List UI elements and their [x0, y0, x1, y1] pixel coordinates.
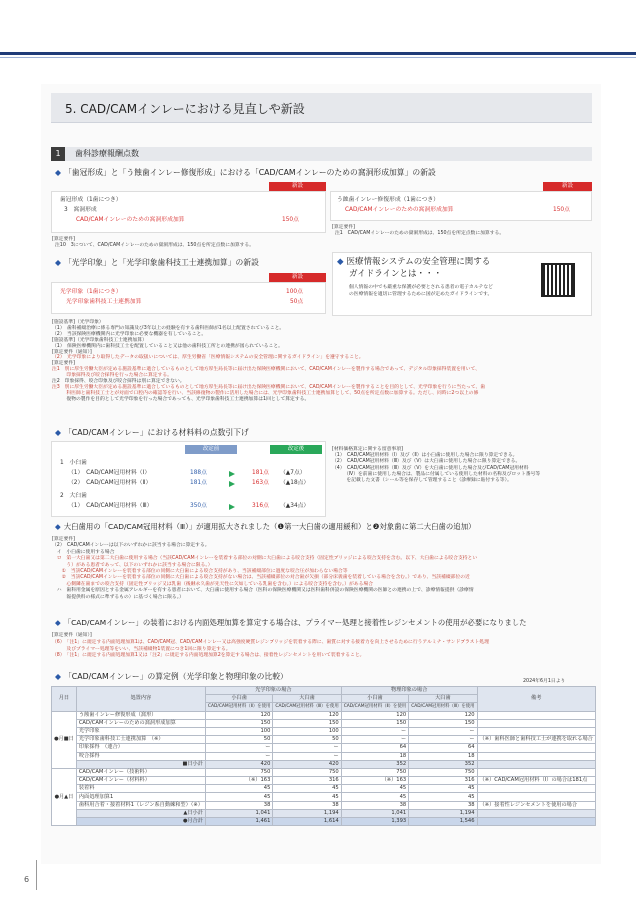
- group-label: 1 小臼歯: [60, 460, 87, 466]
- th-material: CAD/CAM冠用材料（Ⅲ）を使用: [273, 703, 341, 711]
- table-cell: 750: [409, 768, 477, 776]
- box-row: CAD/CAMインレーのための窩洞形成加算: [76, 217, 185, 223]
- note-line: を記載した文書（シール等を保存して管理すること（診療録に貼付する等）。: [332, 478, 512, 483]
- table-cell: 316: [273, 777, 341, 785]
- note-line: [施設基準]（光学印象）: [52, 320, 104, 325]
- note-line: （1） 歯科補綴治療に係る専門の知識及び3年以上の経験を有する歯科医師が1名以上配置されていること。: [52, 325, 285, 331]
- table-cell: 1,614: [273, 818, 341, 826]
- box-row: CAD/CAMインレーのための窩洞形成加算: [345, 207, 454, 213]
- box-row: 3 窩洞形成: [64, 207, 97, 213]
- table-cell: 装着料: [76, 785, 205, 793]
- before-label: 改定前: [185, 445, 237, 454]
- table-cell: 420: [273, 760, 341, 768]
- note-line: [算定要件（通知）]: [52, 349, 92, 355]
- table-row: [52, 744, 596, 752]
- note-line: 注1 別に厚生労働大臣が定める施設基準に適合しているものとして地方厚生局長等に届け出た保険医療機関において、CAD/CAMインレーを製作する場合であって、デジタル印象採得装置を用いて、: [52, 367, 480, 373]
- diamond-icon: ◆: [55, 522, 61, 531]
- arrow-right-icon: [229, 481, 235, 487]
- table-cell: （※）歯科医師と歯科技工士が連携を取れる場合: [477, 736, 595, 744]
- top-header: [0, 0, 636, 56]
- cavity-box-left: [51, 191, 326, 233]
- table-cell: ●月合計: [76, 818, 205, 826]
- blank-cell: [477, 809, 595, 817]
- guideline-title: [337, 257, 490, 268]
- table-cell: 45: [409, 785, 477, 793]
- section-label: 歯科診療報酬点数: [75, 149, 139, 158]
- table-cell: 750: [273, 768, 341, 776]
- table-cell: 1,461: [205, 818, 272, 826]
- note-line: 心側隣在歯までの咬合支持（固定性ブリッジ又は乳歯（後継永久歯が先天性に欠如している乳歯を含む。）による咬合支持を含む。）がある場合: [52, 581, 374, 587]
- table-cell: 1,393: [341, 818, 408, 826]
- diamond-icon: ◆: [55, 618, 61, 627]
- table-cell: 1,194: [273, 809, 341, 817]
- heading-text: 「CAD/CAMインレー」の装着における内面処理加算を算定する場合は、プライマー処理と接着性レジンセメントの使用が必要になりました: [63, 618, 527, 627]
- group-label: 2 大臼歯: [60, 493, 87, 499]
- th-content: 処置内容: [76, 687, 205, 712]
- note-line: 注3 別に厚生労働大臣が定める施設基準に適合しているものとして地方厚生局長等に届け出た保険医療機関において、CAD/CAMインレーを製作することを目的として、光学印象を行うに当たって、歯: [52, 384, 486, 390]
- note-line: （2） 当該保険医療機関内に光学印象に必要な機器を有していること。: [52, 331, 207, 337]
- table-cell: 45: [409, 793, 477, 801]
- cavity-box-right: [330, 191, 592, 221]
- table-cell: [477, 768, 595, 776]
- table-cell: 750: [205, 768, 272, 776]
- table-cell: 150: [205, 719, 272, 727]
- note-line: 注2 印象採得、咬合印象及び咬合採得は別に算定できない。: [52, 379, 185, 384]
- table-cell: [477, 785, 595, 793]
- calc-table: [51, 686, 596, 826]
- table-body: [52, 711, 596, 826]
- table-cell: [477, 719, 595, 727]
- note-line: （2） CAD/CAM冠用材料（Ⅲ）及び（Ⅴ）は大臼歯に使用した場合に限り算定できる。: [332, 459, 521, 465]
- box-row: う蝕歯インレー修復形成（1歯につき）: [337, 197, 439, 203]
- table-cell: ー: [409, 727, 477, 735]
- heading-optical: [55, 258, 259, 269]
- table-row: [52, 793, 596, 801]
- note-line: ① 当該CAD/CAMインレーを装着する部位の同側に大臼歯による咬合支持があり、当該補綴部位に過度な咬合圧が加わらない場合等: [52, 569, 348, 574]
- section-header: [51, 147, 592, 161]
- table-cell: 100: [205, 727, 272, 735]
- table-cell: 150: [409, 719, 477, 727]
- qr-code-icon[interactable]: [541, 263, 575, 297]
- note-line: 及びプライマー処理等をいい、当該補綴物1装置につき1回に限り算定する。: [52, 646, 231, 652]
- table-cell: 内面処理加算1: [76, 793, 205, 801]
- table-cell: 1,041: [341, 809, 408, 817]
- table-row: [52, 736, 596, 744]
- table-cell: 316: [409, 777, 477, 785]
- table-cell: ▲日小計: [76, 809, 205, 817]
- diamond-icon: ◆: [55, 428, 61, 437]
- after-label: 改定後: [270, 445, 322, 454]
- note-line: [施設基準]（光学印象歯科技工士連携加算）: [52, 337, 147, 343]
- table-cell: 120: [341, 711, 408, 719]
- table-cell: 100: [273, 727, 341, 735]
- table-cell: 38: [273, 801, 341, 809]
- note-line: （2） 光学印象により取得したデータの取扱いについては、厚生労働省「医療情報システムの安全管理に関するガイドライン」を遵守すること。: [52, 355, 364, 361]
- note-head: [算定要件]: [332, 225, 355, 230]
- table-cell: 18: [409, 752, 477, 760]
- note-head: [算定要件]: [52, 237, 75, 242]
- note-line: ハ 歯科用金属を原因とする金属アレルギーを有する患者において、大臼歯に使用する場合（医科の保険医療機関又は医科歯科併設の保険医療機関の医師との連携の上で、診療情報提供（診療情: [52, 588, 474, 594]
- note-line: （6） 「注1」に規定する内面処理加算1は、CAD/CAM冠、CAD/CAMインレー又は高強度硬質レジンブリッジを装着する際に、歯質に対する接着力を向上させるために行うアルミナ・サンドブラスト処理: [52, 639, 489, 645]
- table-cell: （※）163: [341, 777, 408, 785]
- material-item: （1） CAD/CAM冠用材料（Ⅰ）: [68, 470, 151, 476]
- section-number: 1: [51, 147, 65, 161]
- heading-text: 「歯冠形成」と「う蝕歯インレー修復形成」における「CAD/CAMインレーのための窩洞形成加算」の新設: [64, 168, 436, 177]
- table-cell: 45: [341, 785, 408, 793]
- diamond-icon: ◆: [55, 672, 61, 681]
- table-cell: 120: [205, 711, 272, 719]
- table-cell: [477, 793, 595, 801]
- after-value: 316点: [252, 503, 269, 509]
- note-line: [算定要件]: [52, 537, 75, 542]
- th-small: 小臼歯: [341, 695, 408, 703]
- note-text: 注10 3について、CAD/CAMインレーのための窩洞形成は、150点を所定点数に加算する。: [55, 243, 255, 248]
- note-line: イ 小臼歯に使用する場合: [52, 549, 115, 555]
- table-cell: ■日小計: [76, 760, 205, 768]
- optical-box: [51, 282, 326, 314]
- table-cell: 38: [205, 801, 272, 809]
- th-material: CAD/CAM冠用材料（Ⅱ）を使用: [205, 703, 272, 711]
- material-item: （2） CAD/CAM冠用材料（Ⅱ）: [68, 480, 152, 486]
- note-line: 復物の製作を目的として光学印象を行った場合であっても、光学印象歯科技工士連携加算は1回として算定する。: [52, 396, 310, 402]
- material-box: [51, 441, 326, 517]
- table-cell: 120: [273, 711, 341, 719]
- table-cell: 64: [409, 744, 477, 752]
- box-row: 歯冠形成（1歯につき）: [60, 197, 122, 203]
- diff-value: （▲7点）: [280, 470, 306, 476]
- heading-text: 「CAD/CAMインレー」の算定例（光学印象と物理印象の比較）: [64, 672, 288, 681]
- th-small: 小臼歯: [205, 695, 272, 703]
- table-cell: ー: [273, 752, 341, 760]
- box-row: 光学印象歯科技工士連携加算: [66, 299, 142, 305]
- diff-value: （▲18点）: [280, 480, 310, 486]
- table-cell: [477, 744, 595, 752]
- heading-calc-example: [55, 672, 288, 683]
- table-cell: 38: [409, 801, 477, 809]
- table-cell: ー: [409, 736, 477, 744]
- new-badge: 新設: [269, 182, 326, 191]
- table-cell: 64: [341, 744, 408, 752]
- th-optical: 光学印象の場合: [205, 687, 341, 695]
- after-value: 163点: [252, 480, 269, 486]
- heading-text: 「光学印象」と「光学印象歯科技工士連携加算」の新設: [64, 258, 259, 267]
- heading-cavity-addition: [55, 168, 436, 179]
- table-cell: 150: [273, 719, 341, 727]
- table-row: [52, 768, 596, 776]
- guideline-desc: の医療情報を適切に管理するために国が定めたガイドラインです。: [349, 292, 493, 297]
- table-cell: 光学印象: [76, 727, 205, 735]
- blank-cell: [477, 818, 595, 826]
- diamond-icon: ◆: [337, 257, 344, 267]
- note-line: （8） 「注1」に規定する内面処理加算1又は「注2」に規定する内面処理加算2を算定する場合は、接着性レジンセメントを用いて装着すること。: [52, 653, 365, 659]
- table-cell: [477, 752, 595, 760]
- table-cell: ー: [205, 744, 272, 752]
- table-row: [52, 818, 596, 826]
- note-line: 報提供料の様式に準ずるもの）に基づく場合に限る。）: [52, 594, 184, 600]
- table-cell: 45: [205, 793, 272, 801]
- table-cell: CAD/CAMインレー（技術料）: [76, 768, 205, 776]
- blank-cell: [477, 760, 595, 768]
- table-cell: 1,041: [205, 809, 272, 817]
- th-note: 備考: [477, 687, 595, 712]
- note-line: 印象採得及び咬合採得を行った場合に算定する。: [52, 373, 172, 379]
- table-cell: 45: [205, 785, 272, 793]
- th-large: 大臼歯: [409, 695, 477, 703]
- note-line: （1） 保険医療機関内に歯科技工士を配置していること又は他の歯科技工所との連携が図られていること。: [52, 343, 283, 349]
- box-value: 50点: [290, 299, 304, 305]
- note-line: [算定要件]: [52, 361, 75, 367]
- before-value: 188点: [190, 470, 207, 476]
- table-row: [52, 801, 596, 809]
- table-row: [52, 809, 596, 817]
- new-badge: 新設: [269, 273, 326, 282]
- th-large: 大臼歯: [273, 695, 341, 703]
- table-cell: [477, 727, 595, 735]
- before-value: 350点: [190, 503, 207, 509]
- effective-date: 2024年6月1日より: [523, 679, 566, 684]
- table-cell: 1,546: [409, 818, 477, 826]
- table-cell: ー: [341, 727, 408, 735]
- table-cell: 150: [341, 719, 408, 727]
- page-number-rule: [36, 860, 37, 890]
- table-cell: 352: [409, 760, 477, 768]
- table-cell: 1,194: [409, 809, 477, 817]
- table-cell: 45: [273, 793, 341, 801]
- guideline-box: [332, 252, 592, 316]
- th-physical: 物理印象の場合: [341, 687, 477, 695]
- note-line: （1） CAD/CAM冠用材料（Ⅰ）及び（Ⅱ）は小臼歯に使用した場合に限り算定できる。: [332, 453, 518, 459]
- table-cell: 120: [409, 711, 477, 719]
- table-row: [52, 785, 596, 793]
- day-cell: ●月▲日: [52, 768, 77, 825]
- guideline-title-2: ガイドラインとは・・・: [349, 269, 442, 279]
- table-cell: （※）CAD/CAM冠用材料（Ⅰ）の場合は181点: [477, 777, 595, 785]
- table-cell: 45: [273, 785, 341, 793]
- table-cell: ー: [341, 736, 408, 744]
- note-line: （4） CAD/CAM冠用材料（Ⅲ）及び（Ⅴ）を大臼歯に使用した場合及びCAD/CAM冠用材料: [332, 465, 529, 471]
- box-value: 100点: [286, 289, 303, 295]
- table-cell: （※）163: [205, 777, 272, 785]
- table-cell: 光学印象歯科技工士連携加算 （※）: [76, 736, 205, 744]
- heading-text: 大臼歯用の「CAD/CAM冠用材料（Ⅲ）」が適用拡大されました（❶第一大臼歯の適用緩和）と❷対象歯に第二大臼歯の追加）: [63, 522, 476, 531]
- th-month: 月日: [52, 687, 77, 712]
- page-title-box: [51, 93, 592, 123]
- table-cell: 印象採得 （連合）: [76, 744, 205, 752]
- table-cell: 45: [341, 793, 408, 801]
- note-line: 科医師と歯科技工士とが対面で口腔内の確認等を行い、当該修復物の製作に活用した場合には、光学印象歯科技工士連携加算として、50点を所定点数に加算する。ただし、同時に2つ以上の修: [52, 390, 479, 396]
- table-cell: 咬合採得: [76, 752, 205, 760]
- th-material: CAD/CAM冠用材料（Ⅲ）を使用: [409, 703, 477, 711]
- note-line: [算定要件（通知）]: [52, 633, 92, 638]
- table-cell: [477, 711, 595, 719]
- diff-value: （▲34点）: [280, 503, 310, 509]
- table-cell: 352: [341, 760, 408, 768]
- before-value: 181点: [190, 480, 207, 486]
- header-rule: [0, 52, 636, 55]
- note-text: 注1 CAD/CAMインレーのための窩洞形成は、150点を所定点数に加算する。: [335, 231, 505, 236]
- table-cell: ー: [273, 744, 341, 752]
- box-value: 150点: [553, 207, 570, 213]
- new-badge: 新設: [543, 182, 592, 191]
- table-cell: 750: [341, 768, 408, 776]
- table-row: [52, 711, 596, 719]
- guideline-title-1: 医療情報システムの安全管理に関する: [346, 257, 491, 267]
- th-material: CAD/CAM冠用材料（Ⅱ）を使用: [341, 703, 408, 711]
- note-line: ② 当該CAD/CAMインレーを装着する部位の同側に大臼歯による咬合支持がない場合は、当該補綴部位の対合歯が欠損（部分床義歯を装着している場合を含む。）であり、当該補綴部位の近: [52, 575, 470, 581]
- material-item: （1） CAD/CAM冠用材料（Ⅲ）: [68, 503, 153, 509]
- arrow-right-icon: [229, 471, 235, 477]
- note-line: う）がある患者であって、以下のいずれかに該当する場合に限る。）: [52, 562, 213, 568]
- note-line: （2） CAD/CAMインレーは以下のいずれかに該当する場合に算定する。: [52, 543, 210, 549]
- box-value: 150点: [282, 217, 299, 223]
- page-title: 5. CAD/CAMインレーにおける見直しや新設: [65, 102, 305, 116]
- arrow-right-icon: [229, 504, 235, 510]
- table-cell: 歯科用合着・接着材料1（レジン系自動練和型）（※）: [76, 801, 205, 809]
- after-value: 181点: [252, 470, 269, 476]
- heading-inner-treatment: [55, 618, 527, 628]
- note-line: [材料価格算定に関する留意事項]: [332, 447, 403, 452]
- table-row: [52, 760, 596, 768]
- table-cell: CAD/CAMインレーのための窩洞形成加算: [76, 719, 205, 727]
- note-line: ロ 第一大臼歯又は第二大臼歯に使用する場合（当該CAD/CAMインレーを装着する部位の対側に大臼歯による咬合支持（固定性ブリッジによる咬合支持を含む。以下、大臼歯による咬合支持とい: [52, 556, 478, 562]
- table-cell: 38: [341, 801, 408, 809]
- table-row: [52, 752, 596, 760]
- heading-material-price: [55, 428, 249, 439]
- header-rule-thin: [0, 57, 636, 58]
- heading-material-expansion: [55, 522, 475, 532]
- table-row: [52, 777, 596, 785]
- page-number: 6: [24, 875, 30, 884]
- table-cell: ー: [205, 752, 272, 760]
- day-cell: ●月■日: [52, 711, 77, 768]
- note-line: （Ⅳ）を前歯に使用した場合は、製品に付属している使用した材料の名称及びロット番号等: [332, 471, 541, 477]
- heading-text: 「CAD/CAMインレー」における材料料の点数引下げ: [64, 428, 249, 437]
- table-cell: 18: [341, 752, 408, 760]
- guideline-desc: 個人情報の中でも厳重な保護が必要とされる患者の電子カルテなど: [349, 285, 493, 290]
- table-row: [52, 727, 596, 735]
- table-cell: 50: [205, 736, 272, 744]
- diamond-icon: ◆: [55, 168, 61, 177]
- box-row: 光学印象（1歯につき）: [60, 289, 122, 295]
- table-cell: 420: [205, 760, 272, 768]
- diamond-icon: ◆: [55, 258, 61, 267]
- table-cell: CAD/CAMインレー（材料料）: [76, 777, 205, 785]
- table-cell: う蝕歯インレー修復形成（窩形）: [76, 711, 205, 719]
- table-cell: 50: [273, 736, 341, 744]
- table-cell: （※）接着性レジンセメントを使用の場合: [477, 801, 595, 809]
- table-row: [52, 719, 596, 727]
